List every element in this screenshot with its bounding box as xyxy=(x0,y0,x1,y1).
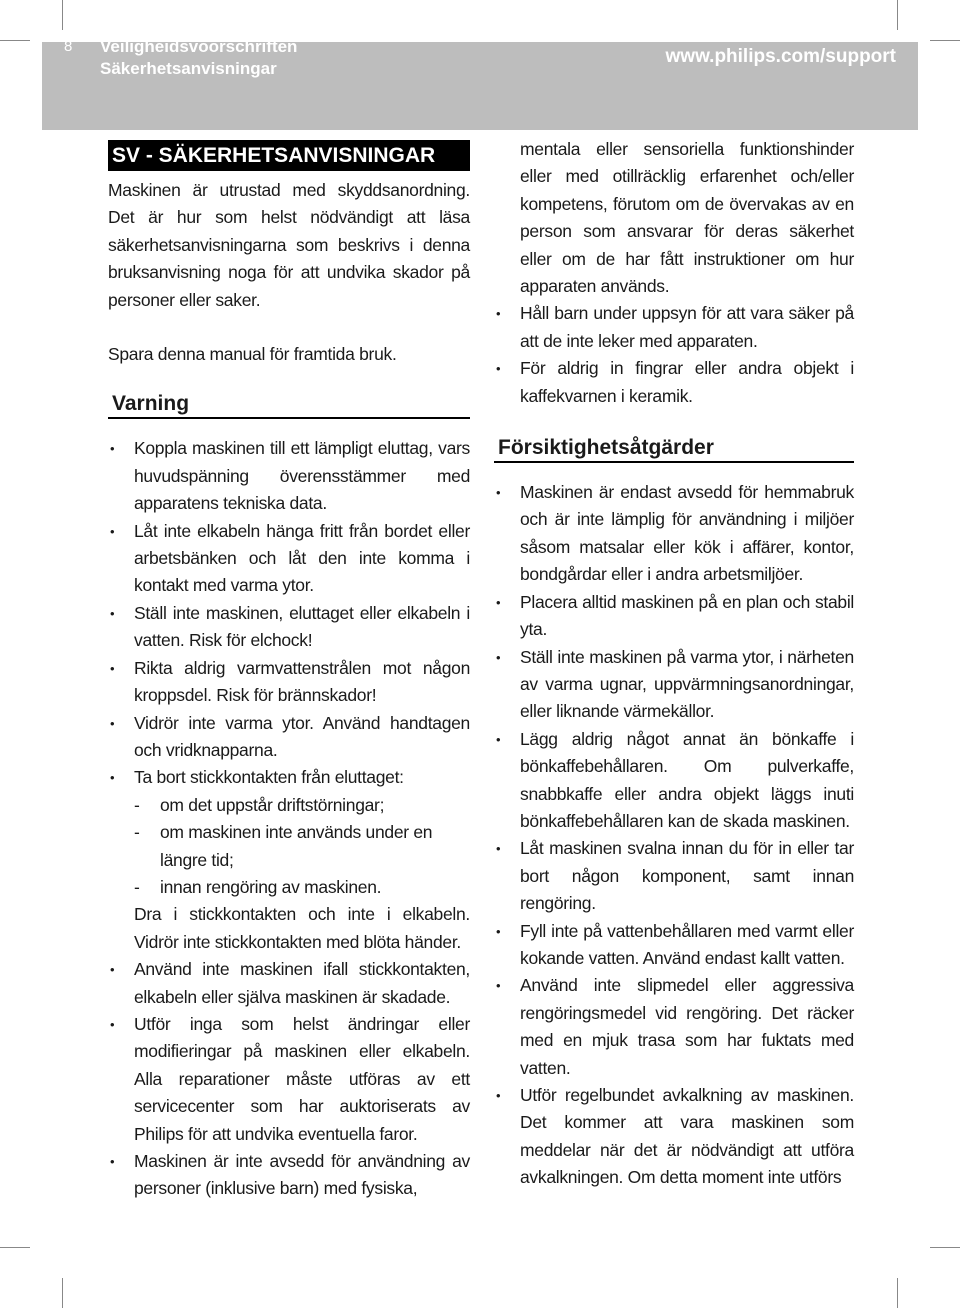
crop-mark xyxy=(62,1278,63,1308)
sub-item: - om maskinen inte används under en längre tid; xyxy=(134,819,470,874)
warning-heading: Varning xyxy=(108,392,470,419)
caution-list xyxy=(494,479,854,1192)
keep-manual-note: Spara denna manual för framtida bruk. xyxy=(108,344,397,365)
support-url[interactable]: www.philips.com/support xyxy=(665,46,896,67)
warning-list xyxy=(108,435,470,1202)
list-item xyxy=(108,764,470,956)
list-item: • Låt maskinen svalna innan du för in eller tar bort någon komponent, samt innan rengöring. xyxy=(494,835,854,917)
crop-mark xyxy=(930,40,960,41)
crop-mark xyxy=(0,1247,30,1248)
page-number: 8 xyxy=(64,38,73,55)
header-title xyxy=(100,36,297,80)
crop-mark xyxy=(897,1278,898,1308)
list-item: • Vidrör inte varma ytor. Använd handtagen och vridknapparna. xyxy=(108,710,470,765)
section-title: SV - SÄKERHETSANVISNINGAR xyxy=(108,140,470,171)
warning-list-continued xyxy=(494,300,854,410)
sub-item: - om det uppstår driftstörningar; xyxy=(134,792,470,819)
left-column xyxy=(108,136,470,1203)
sub-item: - innan rengöring av maskinen. xyxy=(134,874,470,901)
crop-mark xyxy=(62,0,63,30)
list-item: • Håll barn under uppsyn för att vara säker på att de inte leker med apparaten. xyxy=(494,300,854,355)
list-item: • Maskinen är inte avsedd för användning av personer (inklusive barn) med fysiska, xyxy=(108,1148,470,1203)
list-item: • Utför inga som helst ändringar eller modifieringar på maskinen eller elkabeln. Alla reparationer måste utföras av ett servicecenter som har auktoriserats av Philips för att undvika eventuella faror. xyxy=(108,1011,470,1148)
header-title-line2: Säkerhetsanvisningar xyxy=(100,59,277,78)
list-item: • Rikta aldrig varmvattenstrålen mot någon kroppsdel. Risk för brännskador! xyxy=(108,655,470,710)
caution-heading: Försiktighetsåtgärder xyxy=(494,436,854,463)
list-item: • Ställ inte maskinen, eluttaget eller elkabeln i vatten. Risk för elchock! xyxy=(108,600,470,655)
list-item: • Placera alltid maskinen på en plan och stabil yta. xyxy=(494,589,854,644)
list-item: • Låt inte elkabeln hänga fritt från bordet eller arbetsbänken och låt den inte komma i kontakt med varma ytor. xyxy=(108,518,470,600)
list-item: • Maskinen är endast avsedd för hemmabruk och är inte lämplig för användning i miljöer såsom matsalar eller kök i affärer, kontor, bondgårdar eller i andra arbetsmiljöer. xyxy=(494,479,854,589)
list-item: • Använd inte slipmedel eller aggressiva rengöringsmedel vid rengöring. Det räcker med en mjuk trasa som har fuktats med vatten. xyxy=(494,972,854,1082)
header-title-line1: Veiligheidsvoorschriften xyxy=(100,37,298,56)
list-item-text: • Ta bort stickkontakten från eluttaget: xyxy=(134,767,404,788)
crop-mark xyxy=(930,1247,960,1248)
intro-paragraph: Maskinen är utrustad med skyddsanordning. Det är hur som helst nödvändigt att läsa säkerhetsanvisningarna som beskrivs i denna bruksanvisning noga för att undvika skador på personer eller saker. xyxy=(108,180,470,310)
unplug-conditions xyxy=(134,792,470,902)
crop-mark xyxy=(0,40,30,41)
list-item-note: Dra i stickkontakten och inte i elkabeln. Vidrör inte stickkontakten med blöta händer. xyxy=(134,904,470,952)
list-item: • Ställ inte maskinen på varma ytor, i närheten av varma ugnar, uppvärmningsanordningar, eller liknande värmekällor. xyxy=(494,644,854,726)
list-item: • Utför regelbundet avkalkning av maskinen. Det kommer att vara maskinen som meddelar när det är nödvändigt att utföra avkalkningen. Om detta moment inte utförs xyxy=(494,1082,854,1192)
right-column xyxy=(494,136,854,1192)
list-item: • För aldrig in fingrar eller andra objekt i kaffekvarnen i keramik. xyxy=(494,355,854,410)
continued-text: mentala eller sensoriella funktionshinder eller med otillräcklig erfarenhet och/eller kompetens, förutom om de övervakas av en person som ansvarar för deras säkerhet eller om de har fått instruktioner om hur apparaten används. xyxy=(520,139,854,297)
list-item: • Använd inte maskinen ifall stickkontakten, elkabeln eller själva maskinen är skadade. xyxy=(108,956,470,1011)
list-item: • Koppla maskinen till ett lämpligt eluttag, vars huvudspänning överensstämmer med apparatens tekniska data. xyxy=(108,435,470,517)
crop-mark xyxy=(897,0,898,30)
list-item: • Lägg aldrig något annat än bönkaffe i bönkaffebehållaren. Om pulverkaffe, snabbkaffe eller andra objekt läggs inuti bönkaffebehållaren kan de skada maskinen. xyxy=(494,726,854,836)
list-item: • Fyll inte på vattenbehållaren med varmt eller kokande vatten. Använd endast kallt vatten. xyxy=(494,918,854,973)
